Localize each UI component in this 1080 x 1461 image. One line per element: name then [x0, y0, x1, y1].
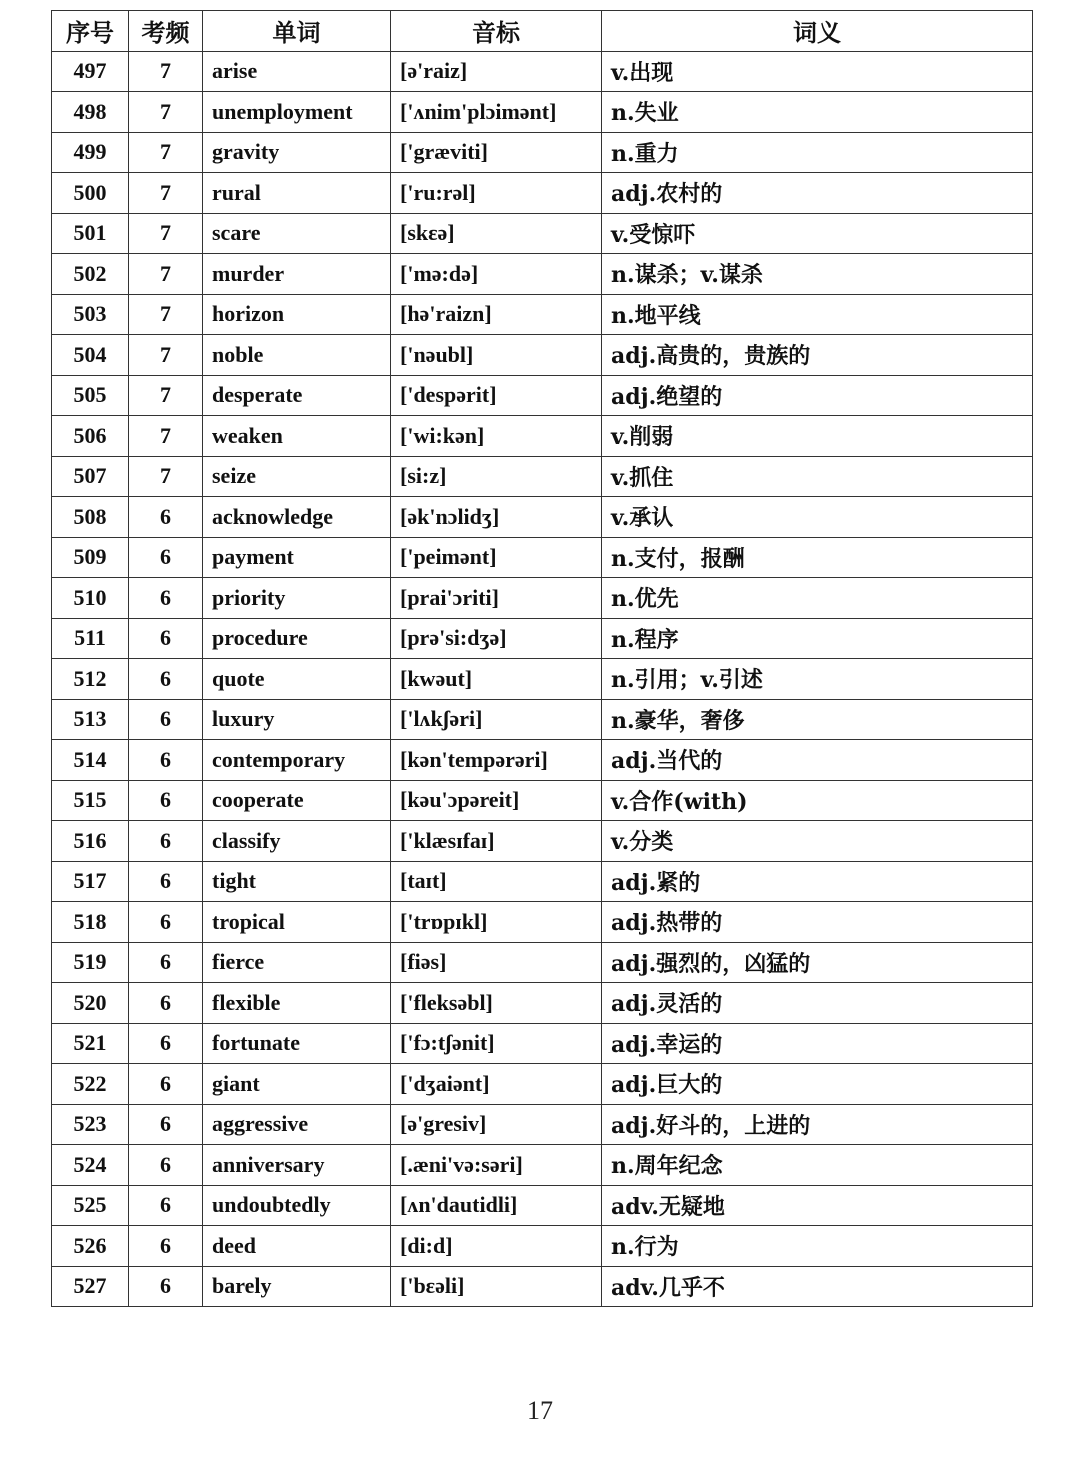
table-row — [52, 375, 1033, 416]
cell-phonetic: [ʌn'dautidli] — [391, 1185, 602, 1226]
cell-index: 506 — [52, 416, 129, 457]
cell-phonetic: [kəu'ɔpəreit] — [391, 780, 602, 821]
cell-word: flexible — [203, 983, 391, 1024]
cell-word: barely — [203, 1266, 391, 1307]
cell-meaning: n.程序 — [602, 618, 1033, 659]
cell-meaning: n.行为 — [602, 1226, 1033, 1267]
cell-frequency: 6 — [129, 1104, 203, 1145]
table-row — [52, 254, 1033, 295]
cell-word: fortunate — [203, 1023, 391, 1064]
cell-index: 519 — [52, 942, 129, 983]
cell-word: giant — [203, 1064, 391, 1105]
header-meaning: 词义 — [602, 11, 1033, 52]
cell-word: undoubtedly — [203, 1185, 391, 1226]
cell-phonetic: ['trɒpɪkl] — [391, 902, 602, 943]
cell-meaning: adj.当代的 — [602, 740, 1033, 781]
cell-meaning: adj.高贵的，贵族的 — [602, 335, 1033, 376]
header-frequency: 考频 — [129, 11, 203, 52]
table-row — [52, 294, 1033, 335]
cell-frequency: 6 — [129, 740, 203, 781]
cell-meaning: adj.农村的 — [602, 173, 1033, 214]
table-row — [52, 537, 1033, 578]
cell-word: procedure — [203, 618, 391, 659]
cell-phonetic: ['despərit] — [391, 375, 602, 416]
cell-meaning: n.优先 — [602, 578, 1033, 619]
cell-phonetic: ['bεəli] — [391, 1266, 602, 1307]
cell-meaning: adv.几乎不 — [602, 1266, 1033, 1307]
cell-meaning: n.引用；v.引述 — [602, 659, 1033, 700]
cell-frequency: 7 — [129, 213, 203, 254]
header-phonetic: 音标 — [391, 11, 602, 52]
cell-frequency: 7 — [129, 92, 203, 133]
cell-phonetic: [prai'ɔriti] — [391, 578, 602, 619]
cell-word: gravity — [203, 132, 391, 173]
cell-word: tropical — [203, 902, 391, 943]
cell-phonetic: [fiəs] — [391, 942, 602, 983]
cell-phonetic: ['klæsɪfaɪ] — [391, 821, 602, 862]
table-row — [52, 456, 1033, 497]
cell-word: tight — [203, 861, 391, 902]
cell-meaning: n.支付，报酬 — [602, 537, 1033, 578]
cell-word: deed — [203, 1226, 391, 1267]
cell-meaning: adj.巨大的 — [602, 1064, 1033, 1105]
page-number: 17 — [527, 1396, 553, 1425]
cell-phonetic: [prə'si:dʒə] — [391, 618, 602, 659]
cell-index: 515 — [52, 780, 129, 821]
cell-index: 517 — [52, 861, 129, 902]
table-row — [52, 578, 1033, 619]
cell-index: 507 — [52, 456, 129, 497]
cell-index: 518 — [52, 902, 129, 943]
table-row — [52, 497, 1033, 538]
cell-index: 502 — [52, 254, 129, 295]
table-row — [52, 821, 1033, 862]
cell-frequency: 6 — [129, 983, 203, 1024]
cell-phonetic: [kən'tempərəri] — [391, 740, 602, 781]
cell-frequency: 6 — [129, 618, 203, 659]
table-row — [52, 902, 1033, 943]
cell-meaning: v.削弱 — [602, 416, 1033, 457]
cell-word: luxury — [203, 699, 391, 740]
cell-word: aggressive — [203, 1104, 391, 1145]
cell-phonetic: ['ru:rəl] — [391, 173, 602, 214]
cell-word: payment — [203, 537, 391, 578]
cell-frequency: 7 — [129, 294, 203, 335]
table-row — [52, 92, 1033, 133]
cell-frequency: 6 — [129, 578, 203, 619]
cell-meaning: adj.强烈的，凶猛的 — [602, 942, 1033, 983]
cell-frequency: 6 — [129, 1145, 203, 1186]
table-row — [52, 132, 1033, 173]
cell-frequency: 6 — [129, 942, 203, 983]
cell-word: contemporary — [203, 740, 391, 781]
cell-index: 524 — [52, 1145, 129, 1186]
vocabulary-table — [51, 10, 1033, 1307]
cell-frequency: 7 — [129, 456, 203, 497]
cell-index: 525 — [52, 1185, 129, 1226]
cell-frequency: 6 — [129, 821, 203, 862]
table-row — [52, 983, 1033, 1024]
cell-meaning: v.承认 — [602, 497, 1033, 538]
cell-frequency: 7 — [129, 132, 203, 173]
cell-word: murder — [203, 254, 391, 295]
table-row — [52, 1104, 1033, 1145]
cell-frequency: 6 — [129, 1023, 203, 1064]
cell-meaning: v.合作(with) — [602, 780, 1033, 821]
cell-meaning: n.谋杀；v.谋杀 — [602, 254, 1033, 295]
table-row — [52, 1064, 1033, 1105]
table-row — [52, 173, 1033, 214]
cell-index: 510 — [52, 578, 129, 619]
header-word: 单词 — [203, 11, 391, 52]
cell-word: fierce — [203, 942, 391, 983]
header-index: 序号 — [52, 11, 129, 52]
cell-index: 512 — [52, 659, 129, 700]
cell-meaning: adj.幸运的 — [602, 1023, 1033, 1064]
table-body — [52, 51, 1033, 1307]
cell-word: unemployment — [203, 92, 391, 133]
cell-frequency: 6 — [129, 1266, 203, 1307]
cell-phonetic: ['lʌkʃəri] — [391, 699, 602, 740]
cell-index: 516 — [52, 821, 129, 862]
cell-word: cooperate — [203, 780, 391, 821]
cell-index: 514 — [52, 740, 129, 781]
table-row — [52, 1185, 1033, 1226]
cell-phonetic: ['peimənt] — [391, 537, 602, 578]
cell-word: rural — [203, 173, 391, 214]
cell-frequency: 6 — [129, 861, 203, 902]
cell-meaning: n.重力 — [602, 132, 1033, 173]
cell-meaning: n.豪华，奢侈 — [602, 699, 1033, 740]
table-row — [52, 1226, 1033, 1267]
cell-frequency: 6 — [129, 497, 203, 538]
cell-frequency: 7 — [129, 416, 203, 457]
cell-phonetic: [ə'raiz] — [391, 51, 602, 92]
cell-frequency: 7 — [129, 335, 203, 376]
cell-frequency: 6 — [129, 1226, 203, 1267]
table-row — [52, 861, 1033, 902]
table-row — [52, 699, 1033, 740]
table-row — [52, 51, 1033, 92]
cell-meaning: n.周年纪念 — [602, 1145, 1033, 1186]
cell-phonetic: [hə'raizn] — [391, 294, 602, 335]
cell-meaning: n.地平线 — [602, 294, 1033, 335]
cell-index: 526 — [52, 1226, 129, 1267]
cell-meaning: n.失业 — [602, 92, 1033, 133]
table-row — [52, 780, 1033, 821]
cell-frequency: 7 — [129, 375, 203, 416]
cell-index: 522 — [52, 1064, 129, 1105]
cell-word: scare — [203, 213, 391, 254]
cell-phonetic: [di:d] — [391, 1226, 602, 1267]
cell-index: 523 — [52, 1104, 129, 1145]
cell-phonetic: ['fɔ:tʃənit] — [391, 1023, 602, 1064]
cell-word: noble — [203, 335, 391, 376]
cell-word: desperate — [203, 375, 391, 416]
cell-phonetic: [kwəut] — [391, 659, 602, 700]
cell-index: 527 — [52, 1266, 129, 1307]
table-row — [52, 1145, 1033, 1186]
header-row — [52, 11, 1033, 52]
cell-phonetic: [.æni'və:səri] — [391, 1145, 602, 1186]
cell-meaning: adj.绝望的 — [602, 375, 1033, 416]
cell-meaning: v.分类 — [602, 821, 1033, 862]
cell-index: 520 — [52, 983, 129, 1024]
cell-index: 499 — [52, 132, 129, 173]
cell-frequency: 6 — [129, 537, 203, 578]
table-row — [52, 942, 1033, 983]
cell-frequency: 6 — [129, 1185, 203, 1226]
table-row — [52, 416, 1033, 457]
cell-frequency: 7 — [129, 51, 203, 92]
cell-meaning: v.出现 — [602, 51, 1033, 92]
cell-word: quote — [203, 659, 391, 700]
cell-phonetic: ['græviti] — [391, 132, 602, 173]
cell-phonetic: ['fleksəbl] — [391, 983, 602, 1024]
cell-phonetic: [taɪt] — [391, 861, 602, 902]
cell-index: 501 — [52, 213, 129, 254]
cell-meaning: v.抓住 — [602, 456, 1033, 497]
table-row — [52, 335, 1033, 376]
cell-index: 511 — [52, 618, 129, 659]
table-header — [52, 11, 1033, 52]
cell-index: 498 — [52, 92, 129, 133]
cell-meaning: v.受惊吓 — [602, 213, 1033, 254]
cell-phonetic: [skεə] — [391, 213, 602, 254]
cell-frequency: 6 — [129, 699, 203, 740]
cell-frequency: 7 — [129, 173, 203, 214]
cell-index: 508 — [52, 497, 129, 538]
cell-index: 503 — [52, 294, 129, 335]
cell-phonetic: [si:z] — [391, 456, 602, 497]
cell-meaning: adj.灵活的 — [602, 983, 1033, 1024]
cell-index: 513 — [52, 699, 129, 740]
cell-meaning: adj.好斗的，上进的 — [602, 1104, 1033, 1145]
cell-word: weaken — [203, 416, 391, 457]
cell-phonetic: ['wi:kən] — [391, 416, 602, 457]
cell-frequency: 6 — [129, 780, 203, 821]
cell-phonetic: ['ʌnim'plɔimənt] — [391, 92, 602, 133]
cell-index: 521 — [52, 1023, 129, 1064]
table-row — [52, 740, 1033, 781]
cell-frequency: 6 — [129, 902, 203, 943]
table-row — [52, 213, 1033, 254]
cell-index: 505 — [52, 375, 129, 416]
cell-phonetic: [ək'nɔlidʒ] — [391, 497, 602, 538]
cell-phonetic: ['mə:də] — [391, 254, 602, 295]
cell-word: priority — [203, 578, 391, 619]
cell-meaning: adj.热带的 — [602, 902, 1033, 943]
table-row — [52, 1023, 1033, 1064]
cell-phonetic: ['nəubl] — [391, 335, 602, 376]
cell-meaning: adj.紧的 — [602, 861, 1033, 902]
cell-index: 504 — [52, 335, 129, 376]
cell-word: acknowledge — [203, 497, 391, 538]
cell-frequency: 6 — [129, 1064, 203, 1105]
table-row — [52, 659, 1033, 700]
cell-index: 500 — [52, 173, 129, 214]
cell-word: arise — [203, 51, 391, 92]
cell-phonetic: [ə'gresiv] — [391, 1104, 602, 1145]
cell-word: classify — [203, 821, 391, 862]
cell-word: anniversary — [203, 1145, 391, 1186]
cell-word: horizon — [203, 294, 391, 335]
cell-word: seize — [203, 456, 391, 497]
table-row — [52, 1266, 1033, 1307]
cell-index: 509 — [52, 537, 129, 578]
cell-frequency: 7 — [129, 254, 203, 295]
cell-frequency: 6 — [129, 659, 203, 700]
cell-meaning: adv.无疑地 — [602, 1185, 1033, 1226]
cell-phonetic: ['dʒaiənt] — [391, 1064, 602, 1105]
table-row — [52, 618, 1033, 659]
cell-index: 497 — [52, 51, 129, 92]
